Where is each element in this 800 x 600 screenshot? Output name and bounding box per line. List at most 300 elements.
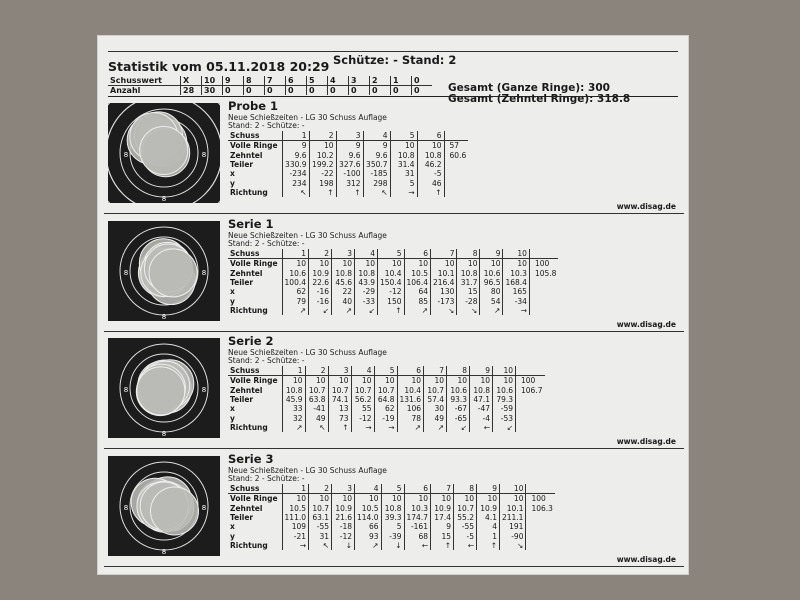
shot-cell: 8: [447, 366, 470, 376]
shot-cell: 10.5: [282, 504, 308, 513]
shot-cell: 111.0: [282, 513, 308, 522]
series-subtitle: Neue Schießzeiten - LG 30 Schuss Auflage: [228, 466, 387, 475]
section-rule: [104, 331, 684, 332]
row-label: Volle Ringe: [230, 376, 278, 386]
shot-cell: 22.6: [309, 278, 332, 287]
target-graphic: [108, 103, 220, 203]
shot-cell: 2: [309, 484, 332, 494]
shot-cell: 10: [397, 376, 423, 386]
series-total: 100: [529, 259, 558, 269]
series-total: [516, 395, 545, 404]
shot-cell: -65: [447, 413, 470, 422]
shot-cell: -12: [351, 413, 374, 422]
summary-count-cell: 0: [265, 86, 286, 96]
shot-cell: 10.7: [453, 504, 476, 513]
row-label: x: [230, 287, 235, 297]
shot-cell: 9: [282, 141, 309, 151]
series-section: [104, 99, 684, 215]
shot-cell: 10: [355, 494, 381, 504]
summary-value-cell: 0: [412, 76, 433, 86]
shot-cell: 10: [480, 259, 503, 269]
shot-table-row: [228, 395, 545, 404]
shot-cell: 5: [381, 522, 404, 531]
shot-cell: 31: [309, 531, 332, 540]
series-subtitle: Neue Schießzeiten - LG 30 Schuss Auflage: [228, 113, 387, 122]
target-graphic: [108, 338, 220, 438]
shot-cell: -67: [447, 404, 470, 413]
shot-cell: 45.9: [282, 395, 305, 404]
direction-arrow-icon: ↗: [424, 423, 447, 432]
shot-hole: [137, 367, 185, 415]
shooter-stand-label: Schütze: - Stand: 2: [333, 53, 457, 67]
shot-cell: 10.4: [397, 386, 423, 395]
series-total: [444, 169, 468, 178]
ring-number-label: 8: [161, 195, 167, 203]
shot-table-row: [228, 376, 545, 386]
shot-cell: -100: [336, 169, 363, 178]
shot-cell: 2: [309, 249, 332, 259]
shot-cell: 9: [363, 141, 390, 151]
row-label: Zehntel: [230, 503, 263, 513]
shot-cell: 10: [378, 259, 404, 269]
shot-cell: 47.1: [470, 395, 493, 404]
shot-cell: 10: [282, 494, 308, 504]
series-total: 106.3: [526, 504, 555, 513]
series-stand: Stand: 2 - Schütze: -: [228, 121, 305, 130]
total-tenth-rings: Gesamt (Zehntel Ringe): 318.8: [448, 93, 631, 105]
shot-cell: 64: [404, 287, 430, 296]
series-section: [104, 217, 684, 333]
shot-table-row: [228, 531, 555, 540]
shot-table-row: [228, 386, 545, 395]
shot-cell: 31.7: [457, 278, 480, 287]
series-total: [444, 178, 468, 187]
shot-cell: 10.5: [404, 269, 430, 278]
shot-cell: 150.4: [378, 278, 404, 287]
series-section: [104, 334, 684, 450]
shot-cell: 10: [332, 259, 355, 269]
shot-cell: 10.3: [503, 269, 529, 278]
shot-cell: -53: [493, 413, 516, 422]
shot-cell: 40: [332, 296, 355, 305]
shot-cell: 10.6: [493, 386, 516, 395]
shot-cell: 31: [390, 169, 417, 178]
direction-arrow-icon: ↗: [282, 423, 305, 432]
row-label: Teiler: [230, 278, 254, 288]
shot-cell: 10.6: [480, 269, 503, 278]
shot-cell: 10: [503, 259, 529, 269]
shot-table-row: [228, 404, 545, 413]
direction-arrow-icon: ↓: [381, 541, 404, 550]
shot-cell: 10.7: [374, 386, 397, 395]
direction-arrow-icon: ↑: [417, 188, 444, 197]
shot-hole: [151, 487, 199, 535]
series-total: [526, 541, 555, 550]
summary-count-cell: 0: [286, 86, 307, 96]
shot-cell: 80: [480, 287, 503, 296]
shot-cell: 6: [417, 131, 444, 141]
direction-arrow-icon: →: [374, 423, 397, 432]
shot-cell: 10: [404, 494, 430, 504]
shot-cell: 15: [457, 287, 480, 296]
shot-table-row: [228, 141, 468, 151]
shot-cell: 79.3: [493, 395, 516, 404]
summary-count-cell: 0: [244, 86, 265, 96]
shot-table-row: [228, 278, 558, 287]
shot-cell: 10: [282, 376, 305, 386]
shot-cell: 9.6: [282, 151, 309, 160]
shot-cell: 1: [282, 484, 308, 494]
shot-cell: 10: [305, 376, 328, 386]
target-image: [108, 456, 220, 556]
shot-cell: 10: [328, 376, 351, 386]
summary-table: [108, 76, 432, 95]
shot-cell: 174.7: [404, 513, 430, 522]
shot-cell: 10.6: [447, 386, 470, 395]
summary-row-label: Anzahl: [108, 86, 181, 96]
shot-cell: 9: [480, 249, 503, 259]
shot-cell: 216.4: [430, 278, 456, 287]
shot-cell: 10: [282, 259, 308, 269]
shot-cell: 4: [363, 131, 390, 141]
shot-cell: -55: [453, 522, 476, 531]
series-total: [529, 278, 558, 287]
shot-cell: 3: [332, 249, 355, 259]
shot-table-row: [228, 169, 468, 178]
shot-cell: 1: [282, 131, 309, 141]
shot-table-row: [228, 413, 545, 422]
direction-arrow-icon: ↑: [328, 423, 351, 432]
page-title: Statistik vom 05.11.2018 20:29: [108, 59, 330, 74]
shot-cell: 109: [282, 522, 308, 531]
summary-count-cell: 0: [391, 86, 412, 96]
shot-cell: 79: [282, 296, 308, 305]
shot-cell: 6: [397, 366, 423, 376]
target-image: [108, 221, 220, 321]
shot-cell: 7: [424, 366, 447, 376]
shot-table-row: [228, 151, 468, 160]
shot-cell: 150: [378, 296, 404, 305]
shot-cell: 85: [404, 296, 430, 305]
direction-arrow-icon: ↘: [499, 541, 525, 550]
ring-number-label: 8: [123, 386, 129, 394]
shot-cell: 10.9: [430, 504, 453, 513]
shot-cell: 74.1: [328, 395, 351, 404]
shot-table-row: [228, 178, 468, 187]
shot-cell: -185: [363, 169, 390, 178]
shot-cell: 165: [503, 287, 529, 296]
shot-cell: 43.9: [355, 278, 378, 287]
shot-table: [228, 484, 555, 550]
direction-arrow-icon: ↙: [355, 306, 378, 315]
shot-cell: 10: [404, 259, 430, 269]
shot-cell: 100.4: [282, 278, 308, 287]
direction-arrow-icon: ↖: [363, 188, 390, 197]
shot-cell: 62: [374, 404, 397, 413]
summary-value-cell: 10: [202, 76, 223, 86]
series-total: 60.6: [444, 151, 468, 160]
shot-table-row: [228, 296, 558, 305]
direction-arrow-icon: ↗: [282, 306, 308, 315]
shot-cell: 10.1: [430, 269, 456, 278]
series-total: [529, 306, 558, 315]
shot-cell: 1: [282, 366, 305, 376]
series-total: [526, 522, 555, 531]
shot-cell: 10: [332, 494, 355, 504]
target-image: [108, 338, 220, 438]
total-full-rings: Gesamt (Ganze Ringe): 300: [448, 82, 610, 94]
target-image: [108, 103, 220, 203]
shot-cell: 63.1: [309, 513, 332, 522]
direction-arrow-icon: ↘: [430, 306, 456, 315]
summary-rule: [108, 96, 678, 97]
direction-arrow-icon: →: [282, 541, 308, 550]
shot-cell: 9: [336, 141, 363, 151]
shot-cell: -4: [470, 413, 493, 422]
series-total: [444, 160, 468, 169]
shot-cell: 10: [430, 259, 456, 269]
shot-cell: 10: [503, 249, 529, 259]
ring-number-label: 8: [201, 151, 207, 159]
summary-count-cell: 0: [328, 86, 349, 96]
shot-cell: -234: [282, 169, 309, 178]
shot-cell: 2: [305, 366, 328, 376]
shot-cell: 10: [309, 494, 332, 504]
direction-arrow-icon: ←: [470, 423, 493, 432]
summary-value-cell: 1: [391, 76, 412, 86]
row-label: Zehntel: [230, 268, 263, 278]
section-rule: [104, 448, 684, 449]
direction-arrow-icon: →: [351, 423, 374, 432]
summary-row-label: Schusswert: [110, 76, 163, 85]
direction-arrow-icon: ↑: [378, 306, 404, 315]
summary-count-cell: 30: [202, 86, 223, 96]
shot-cell: 4: [355, 484, 381, 494]
direction-arrow-icon: →: [503, 306, 529, 315]
shot-cell: 10.2: [309, 151, 336, 160]
shot-cell: 10.8: [282, 386, 305, 395]
summary-value-cell: X: [181, 76, 202, 86]
series-total: 100: [516, 376, 545, 386]
shot-cell: 5: [381, 484, 404, 494]
shot-cell: 130: [430, 287, 456, 296]
shot-table: [228, 366, 545, 432]
shot-cell: 13: [328, 404, 351, 413]
summary-count-cell: 0: [412, 86, 433, 96]
shot-cell: -19: [374, 413, 397, 422]
shot-table-row: [228, 160, 468, 169]
direction-arrow-icon: ↙: [447, 423, 470, 432]
shot-cell: 78: [397, 413, 423, 422]
shot-cell: -47: [470, 404, 493, 413]
shot-cell: 10: [430, 494, 453, 504]
direction-arrow-icon: ↑: [309, 188, 336, 197]
summary-count-cell: 0: [349, 86, 370, 96]
ring-number-label: 8: [123, 504, 129, 512]
direction-arrow-icon: →: [390, 188, 417, 197]
summary-value-cell: 9: [223, 76, 244, 86]
shot-cell: 10.9: [332, 504, 355, 513]
shot-cell: 10.4: [378, 269, 404, 278]
shot-cell: 10: [499, 484, 525, 494]
shot-cell: 73: [328, 413, 351, 422]
shot-table: [228, 131, 468, 197]
direction-arrow-icon: ↖: [282, 188, 309, 197]
shot-cell: 10.8: [470, 386, 493, 395]
shot-cell: -41: [305, 404, 328, 413]
shot-cell: 68: [404, 531, 430, 540]
shot-cell: -21: [282, 531, 308, 540]
website-label: www.disag.de: [616, 437, 676, 446]
summary-value-cell: 5: [307, 76, 328, 86]
row-label: Zehntel: [230, 385, 263, 395]
series-total: [526, 484, 555, 494]
shot-cell: 10: [355, 259, 378, 269]
shot-table-row: [228, 287, 558, 296]
row-label: Volle Ringe: [230, 141, 278, 151]
ring-number-label: 8: [161, 430, 167, 438]
shot-cell: 5: [378, 249, 404, 259]
row-label: Teiler: [230, 395, 254, 405]
shot-cell: 10.8: [417, 151, 444, 160]
shot-cell: -5: [417, 169, 444, 178]
direction-arrow-icon: ↗: [480, 306, 503, 315]
ring-number-label: 8: [201, 269, 207, 277]
series-total: [529, 296, 558, 305]
shot-cell: 3: [336, 131, 363, 141]
row-label: Schuss: [228, 249, 282, 259]
shot-cell: 10.7: [424, 386, 447, 395]
shot-table-row: [228, 513, 555, 522]
shot-cell: -16: [309, 296, 332, 305]
shot-hole: [140, 126, 188, 174]
row-label: Richtung: [230, 422, 268, 432]
shot-cell: 49: [424, 413, 447, 422]
series-total: [526, 513, 555, 522]
shot-cell: 10: [457, 259, 480, 269]
shot-cell: 55: [351, 404, 374, 413]
shot-cell: 1: [476, 531, 499, 540]
shot-cell: 10: [390, 141, 417, 151]
shot-cell: 10: [309, 259, 332, 269]
summary-count-cell: 0: [307, 86, 328, 96]
direction-arrow-icon: ↙: [493, 423, 516, 432]
shot-cell: 298: [363, 178, 390, 187]
series-stand: Stand: 2 - Schütze: -: [228, 239, 305, 248]
shot-cell: 10.6: [282, 269, 308, 278]
shot-cell: 10: [453, 494, 476, 504]
direction-arrow-icon: ↓: [332, 541, 355, 550]
series-total: 100: [526, 494, 555, 504]
shot-cell: -16: [309, 287, 332, 296]
shot-cell: -12: [332, 531, 355, 540]
shot-cell: 7: [430, 249, 456, 259]
shot-table-row: [228, 306, 558, 315]
shot-table-row: [228, 259, 558, 269]
shot-cell: 17.4: [430, 513, 453, 522]
row-label: x: [230, 522, 235, 532]
direction-arrow-icon: ↑: [336, 188, 363, 197]
shot-cell: 10: [493, 366, 516, 376]
shot-cell: 62: [282, 287, 308, 296]
shot-cell: 198: [309, 178, 336, 187]
row-label: Teiler: [230, 513, 254, 523]
shot-cell: 10: [476, 494, 499, 504]
shot-cell: 9.6: [363, 151, 390, 160]
shot-table-row: [228, 541, 555, 550]
shot-cell: 32: [282, 413, 305, 422]
shot-cell: 2: [309, 131, 336, 141]
shot-cell: 56.2: [351, 395, 374, 404]
ring-number-label: 8: [123, 151, 129, 159]
row-label: x: [230, 169, 235, 179]
ring-number-label: 8: [201, 504, 207, 512]
website-label: www.disag.de: [616, 555, 676, 564]
shot-cell: 93.3: [447, 395, 470, 404]
ring-number-label: 8: [161, 313, 167, 321]
shot-cell: -39: [381, 531, 404, 540]
direction-arrow-icon: ↑: [476, 541, 499, 550]
shot-cell: -59: [493, 404, 516, 413]
shot-cell: 131.6: [397, 395, 423, 404]
shot-cell: 8: [453, 484, 476, 494]
row-label: Schuss: [228, 366, 282, 376]
shot-cell: 9: [430, 522, 453, 531]
series-section: [104, 452, 684, 568]
shot-cell: 4: [355, 249, 378, 259]
shot-cell: 10.5: [355, 504, 381, 513]
direction-arrow-icon: ↗: [332, 306, 355, 315]
shot-cell: -18: [332, 522, 355, 531]
shot-cell: 350.7: [363, 160, 390, 169]
shot-cell: -34: [503, 296, 529, 305]
shot-cell: 64.8: [374, 395, 397, 404]
summary-value-cell: 2: [370, 76, 391, 86]
series-total: 57: [444, 141, 468, 151]
row-label: y: [230, 531, 235, 541]
shot-cell: 10.7: [351, 386, 374, 395]
header-rule: [108, 51, 678, 52]
row-label: Schuss: [228, 484, 282, 494]
ring-number-label: 8: [123, 269, 129, 277]
shot-table-row: [228, 504, 555, 513]
summary-count-cell: 28: [181, 86, 202, 96]
shot-cell: 22: [332, 287, 355, 296]
shot-cell: 10.8: [390, 151, 417, 160]
summary-value-cell: 4: [328, 76, 349, 86]
shot-cell: -55: [309, 522, 332, 531]
summary-count-cell: 0: [223, 86, 244, 96]
shot-cell: 10.7: [305, 386, 328, 395]
shot-cell: 114.0: [355, 513, 381, 522]
shot-cell: -33: [355, 296, 378, 305]
row-label: Richtung: [230, 187, 268, 197]
shot-cell: 10: [374, 376, 397, 386]
shot-cell: 9.6: [336, 151, 363, 160]
shot-cell: 330.9: [282, 160, 309, 169]
shot-cell: 168.4: [503, 278, 529, 287]
shot-cell: 39.3: [381, 513, 404, 522]
shot-cell: 30: [424, 404, 447, 413]
shot-cell: 93: [355, 531, 381, 540]
shot-cell: 1: [282, 249, 308, 259]
shot-cell: -90: [499, 531, 525, 540]
direction-arrow-icon: ↗: [404, 306, 430, 315]
shot-cell: -29: [355, 287, 378, 296]
shot-table-row: [228, 494, 555, 504]
shot-cell: 4.1: [476, 513, 499, 522]
shot-cell: 10.7: [309, 504, 332, 513]
